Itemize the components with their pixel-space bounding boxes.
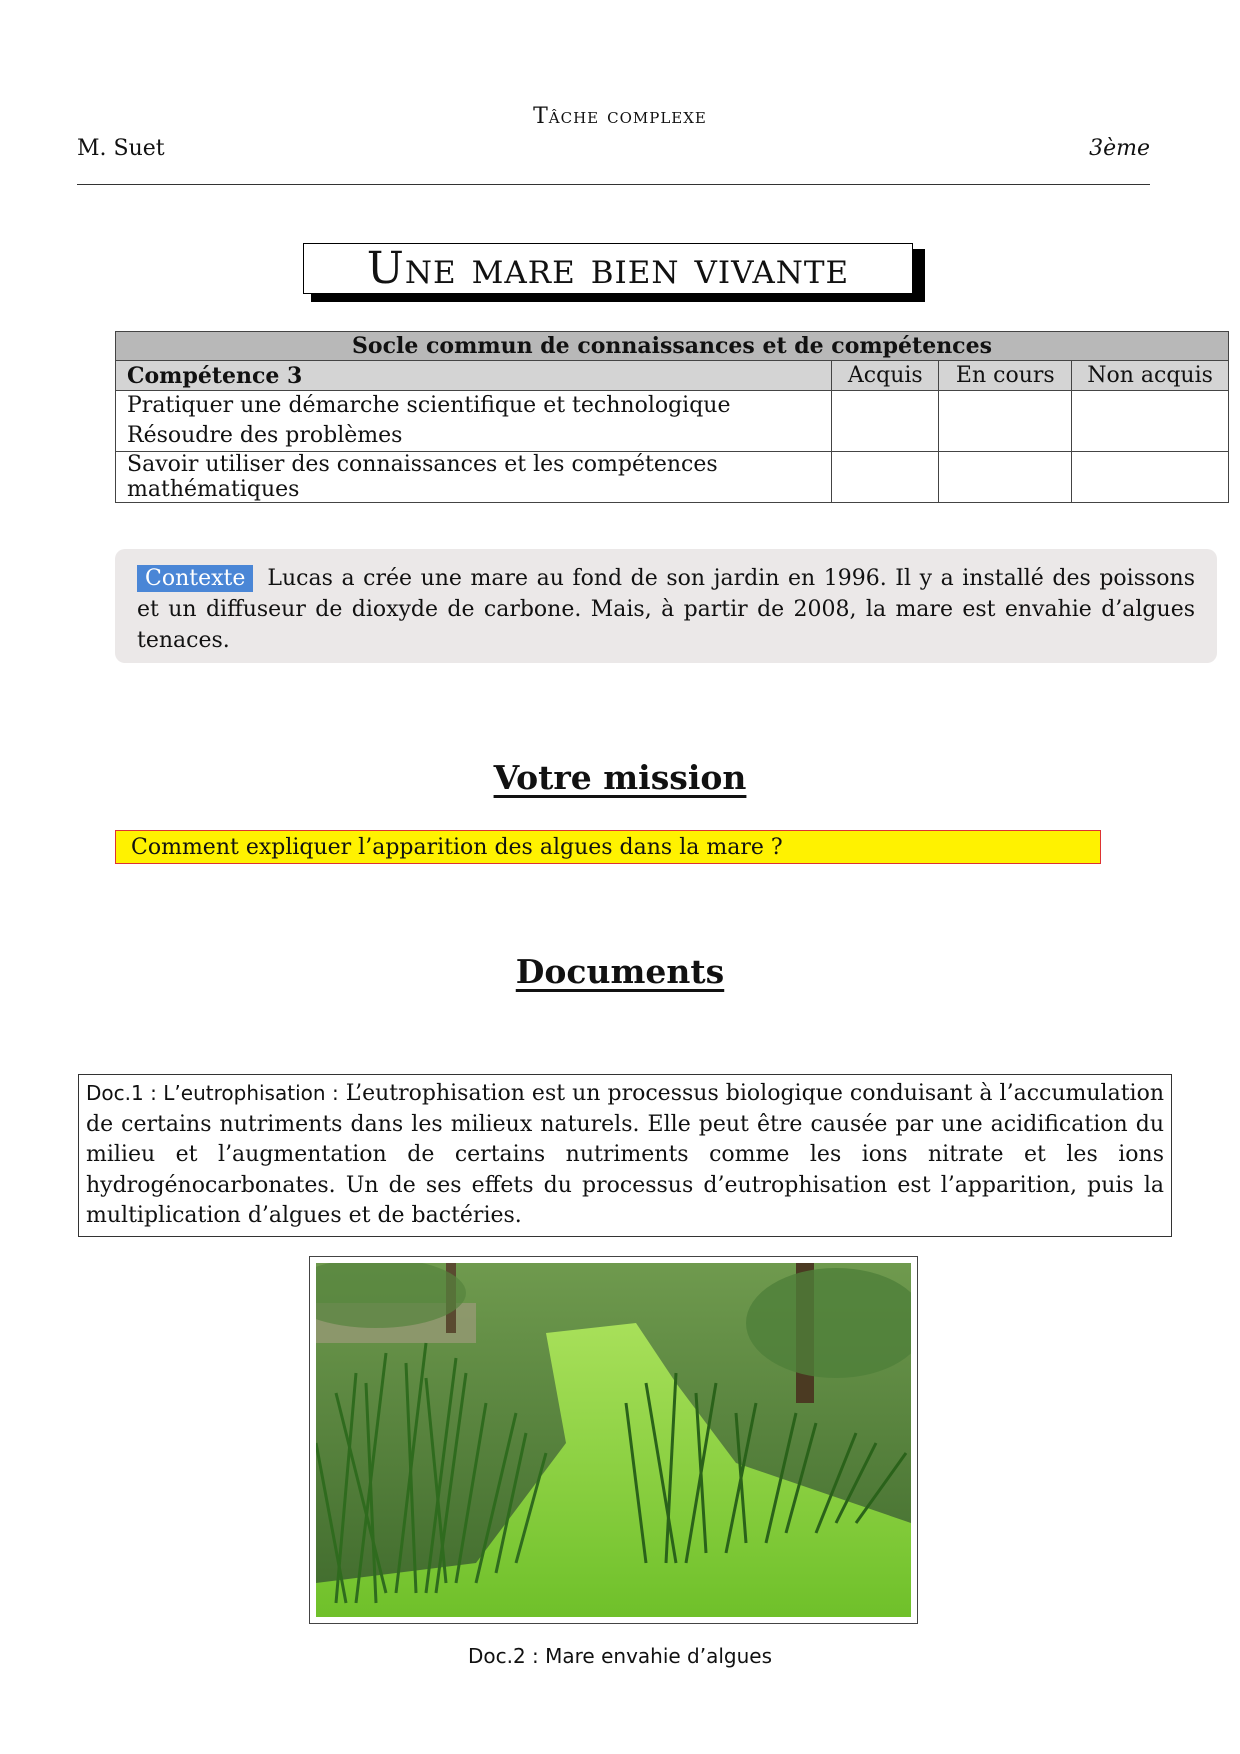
main-title: Une mare bien vivante (366, 242, 850, 294)
row-1-en-cours-cell (939, 391, 1072, 452)
row-1-line-2: Résoudre des problèmes (127, 423, 403, 448)
table-header: Socle commun de connaissances et de compétences (116, 332, 1229, 361)
header-level: 3ème (1089, 136, 1150, 161)
column-en-cours: En cours (939, 361, 1072, 391)
context-text: Lucas a crée une mare au fond de son jardin en 1996. Il y a installé des poissons et un diffuseur de dioxyde de carbone. Mais, à partir de 2008, la mare est envahie d’algues tenaces. (137, 566, 1195, 653)
pond-photo (316, 1263, 911, 1617)
documents-heading: Documents (515, 952, 725, 991)
mission-heading: Votre mission (493, 758, 747, 797)
doc1-box (78, 1074, 1172, 1237)
row-2-label: Savoir utiliser des connaissances et les compétences mathématiques (116, 452, 832, 503)
doc1-label: Doc.1 : L’eutrophisation : (86, 1081, 339, 1105)
title-box (303, 243, 913, 294)
doc2-image-frame (309, 1256, 918, 1624)
competences-table (115, 331, 1229, 503)
table-row (116, 452, 1229, 503)
row-2-acquis-cell (832, 452, 939, 503)
column-acquis: Acquis (832, 361, 939, 391)
row-1-acquis-cell (832, 391, 939, 452)
row-2-non-acquis-cell (1072, 452, 1229, 503)
mission-question: Comment expliquer l’apparition des algues dans la mare ? (115, 830, 1101, 864)
header-rule (77, 184, 1150, 185)
row-1-non-acquis-cell (1072, 391, 1229, 452)
row-1-line-1: Pratiquer une démarche scientifique et technologique (127, 393, 731, 418)
context-label: Contexte (137, 565, 253, 592)
row-2-en-cours-cell (939, 452, 1072, 503)
table-row (116, 391, 1229, 452)
doc2-caption: Doc.2 : Mare envahie d’algues (467, 1644, 773, 1668)
doc1-text: L’eutrophisation est un processus biologique conduisant à l’accumulation de certains nutriments dans les milieux naturels. Elle peut être causée par une acidification du milieu et l’augmentation de certains nutriments comme les ions nitrate et les ions hydrogénocarbonates. Un de ses effets du processus d’eutrophisation est l’apparition, puis la multiplication d’algues et de bactéries. (86, 1081, 1164, 1228)
row-1-label (116, 391, 832, 452)
header-author: M. Suet (77, 136, 165, 161)
context-box (115, 549, 1217, 663)
header-title: Tâche complexe (533, 104, 707, 129)
competence-label: Compétence 3 (116, 361, 832, 391)
column-non-acquis: Non acquis (1072, 361, 1229, 391)
